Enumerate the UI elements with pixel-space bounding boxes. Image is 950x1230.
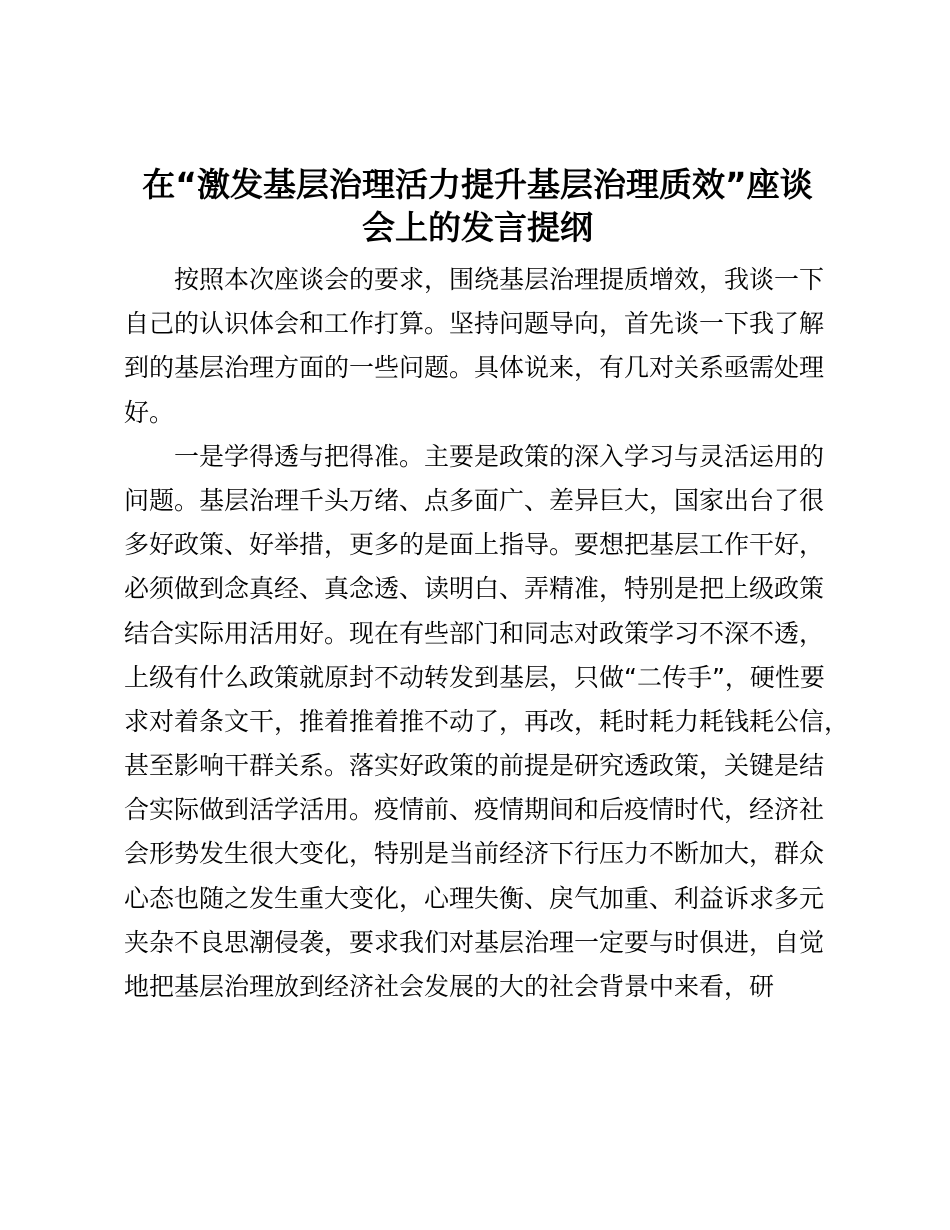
paragraph-line: 问题。基层治理千头万绪、点多面广、差异巨大，国家出台了很 bbox=[124, 485, 825, 515]
document-title bbox=[120, 163, 835, 249]
paragraph-line: 自己的认识体会和工作打算。坚持问题导向，首先谈一下我了解 bbox=[124, 309, 825, 339]
paragraph-point-one bbox=[124, 435, 850, 1009]
paragraph-intro bbox=[124, 258, 844, 435]
paragraph-line: 求对着条文干，推着推着推不动了，再改，耗时耗力耗钱耗公信， bbox=[124, 706, 850, 736]
paragraph-line: 上级有什么政策就原封不动转发到基层，只做“二传手”，硬性要 bbox=[124, 662, 825, 692]
paragraph-line: 合实际做到活学活用。疫情前、疫情期间和后疫情时代，经济社 bbox=[124, 795, 825, 825]
paragraph-line: 一是学得透与把得准。主要是政策的深入学习与灵活运用的 bbox=[174, 441, 825, 471]
paragraph-line: 结合实际用活用好。现在有些部门和同志对政策学习不深不透， bbox=[124, 618, 825, 648]
paragraph-line: 甚至影响干群关系。落实好政策的前提是研究透政策，关键是结 bbox=[124, 751, 825, 781]
paragraph-line: 多好政策、好举措，更多的是面上指导。要想把基层工作干好， bbox=[124, 530, 825, 560]
paragraph-line: 心态也随之发生重大变化，心理失衡、戾气加重、利益诉求多元 bbox=[124, 883, 825, 913]
paragraph-line: 按照本次座谈会的要求，围绕基层治理提质增效，我谈一下 bbox=[174, 265, 825, 294]
title-line-1: 在“激发基层治理活力提升基层治理质效”座谈 bbox=[142, 165, 813, 204]
paragraph-line: 到的基层治理方面的一些问题。具体说来，有几对关系亟需处理 bbox=[124, 353, 825, 383]
title-line-2: 会上的发言提纲 bbox=[362, 208, 593, 247]
paragraph-line: 必须做到念真经、真念透、读明白、弄精准，特别是把上级政策 bbox=[124, 574, 825, 604]
document-body bbox=[124, 258, 850, 1009]
paragraph-line: 好。 bbox=[124, 397, 175, 427]
paragraph-line: 地把基层治理放到经济社会发展的大的社会背景中来看，研 bbox=[124, 972, 775, 1001]
paragraph-line: 夹杂不良思潮侵袭，要求我们对基层治理一定要与时俱进，自觉 bbox=[124, 927, 825, 957]
paragraph-line: 会形势发生很大变化，特别是当前经济下行压力不断加大，群众 bbox=[124, 839, 825, 869]
